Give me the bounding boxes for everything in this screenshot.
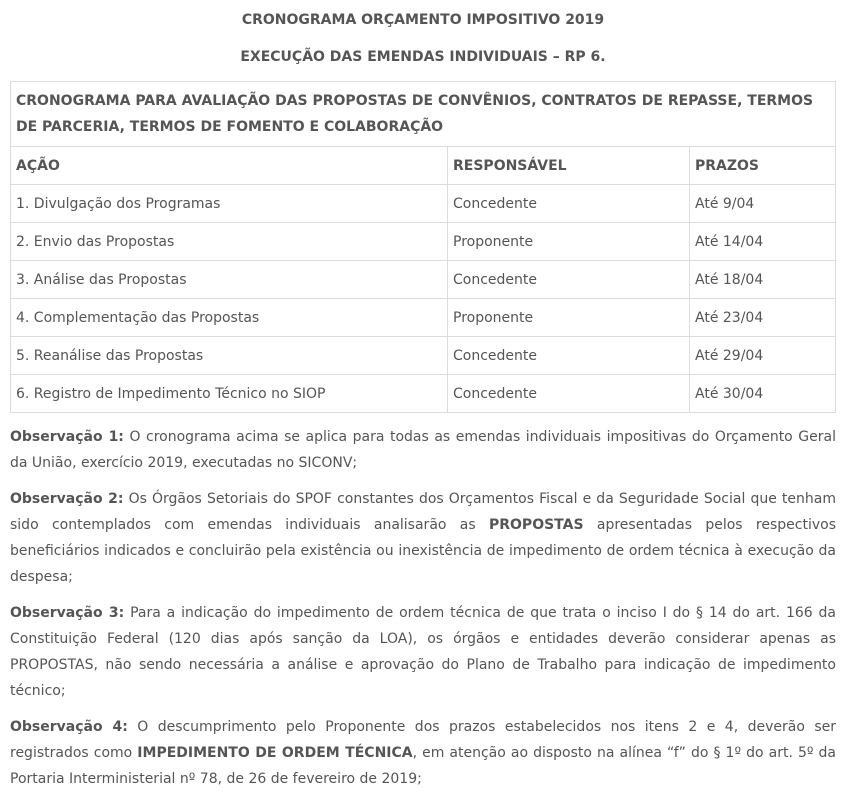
observation-4-label: Observação 4: (10, 719, 128, 735)
table-header-row (11, 147, 836, 185)
cell-prazo: Até 30/04 (690, 375, 836, 413)
table-row (11, 223, 836, 261)
observation-2-text: Os Órgãos Setoriais do SPOF constantes dos Orçamentos Fiscal e da Seguridade Social que tenham sido contemplados com emendas individuais analisarão as (10, 491, 837, 533)
observation-2-label: Observação 2: (10, 491, 124, 507)
cell-acao: 2. Envio das Propostas (11, 223, 448, 261)
observation-3-text: Para a indicação do impedimento de ordem técnica de que trata o inciso I do § 14 do art. 166 da Constituição Federal (120 dias após sanção da LOA), os órgãos e entidades deverão considerar apenas as PROPOSTAS, não sendo necessária a análise e aprovação do Plano de Trabalho para indicação de impedimento técnico; (10, 605, 836, 699)
table-caption: CRONOGRAMA PARA AVALIAÇÃO DAS PROPOSTAS DE CONVÊNIOS, CONTRATOS DE REPASSE, TERMOS DE PARCERIA, TERMOS DE FOMENTO E COLABORAÇÃO (11, 82, 836, 147)
cell-acao: 3. Análise das Propostas (11, 261, 448, 299)
cell-prazo: Até 23/04 (690, 299, 836, 337)
cell-acao: 4. Complementação das Propostas (11, 299, 448, 337)
observation-1-label: Observação 1: (10, 429, 124, 445)
column-header-prazos: PRAZOS (690, 147, 836, 185)
cell-prazo: Até 18/04 (690, 261, 836, 299)
observation-2-text-end: apresentadas pelos respectivos beneficiários indicados e concluirão pela existência ou inexistência de impedimento de ordem técnica à execução da despesa; (10, 517, 836, 585)
column-header-responsavel: RESPONSÁVEL (448, 147, 690, 185)
cell-prazo: Até 14/04 (690, 223, 836, 261)
cell-prazo: Até 9/04 (690, 185, 836, 223)
cell-responsavel: Proponente (448, 223, 690, 261)
column-header-acao: AÇÃO (11, 147, 448, 185)
observation-1 (10, 424, 836, 476)
table-row (11, 337, 836, 375)
document-subtitle: EXECUÇÃO DAS EMENDAS INDIVIDUAIS – RP 6. (240, 49, 606, 65)
table-row (11, 299, 836, 337)
observation-1-text: O cronograma acima se aplica para todas as emendas individuais impositivas do Orçamento Geral da União, exercício 2019, executadas no SICONV; (10, 429, 836, 471)
observation-3-label: Observação 3: (10, 605, 125, 621)
cell-responsavel: Concedente (448, 261, 690, 299)
cell-responsavel: Concedente (448, 185, 690, 223)
document-title: CRONOGRAMA ORÇAMENTO IMPOSITIVO 2019 (241, 12, 605, 28)
cell-responsavel: Proponente (448, 299, 690, 337)
cell-responsavel: Concedente (448, 337, 690, 375)
observation-4 (10, 714, 836, 792)
cell-acao: 6. Registro de Impedimento Técnico no SIOP (11, 375, 448, 413)
table-caption-row (11, 82, 836, 147)
observation-4-text: O descumprimento pelo Proponente dos prazos estabelecidos nos itens 2 e 4, deverão ser registrados como (10, 719, 836, 761)
cell-acao: 5. Reanálise das Propostas (11, 337, 448, 375)
table-row (11, 261, 836, 299)
table-row (11, 185, 836, 223)
cell-acao: 1. Divulgação dos Programas (11, 185, 448, 223)
observation-2-emphasis: PROPOSTAS (488, 517, 584, 533)
schedule-table (10, 81, 836, 413)
table-row (11, 375, 836, 413)
observation-3 (10, 600, 836, 704)
cell-prazo: Até 29/04 (690, 337, 836, 375)
observation-2 (10, 486, 836, 590)
observation-4-emphasis: IMPEDIMENTO DE ORDEM TÉCNICA (137, 745, 413, 761)
observation-4-text-end: , em atenção ao disposto na alínea “f” do § 1º do art. 5º da Portaria Interministerial nº 78, de 26 de fevereiro de 2019; (10, 745, 836, 787)
cell-responsavel: Concedente (448, 375, 690, 413)
